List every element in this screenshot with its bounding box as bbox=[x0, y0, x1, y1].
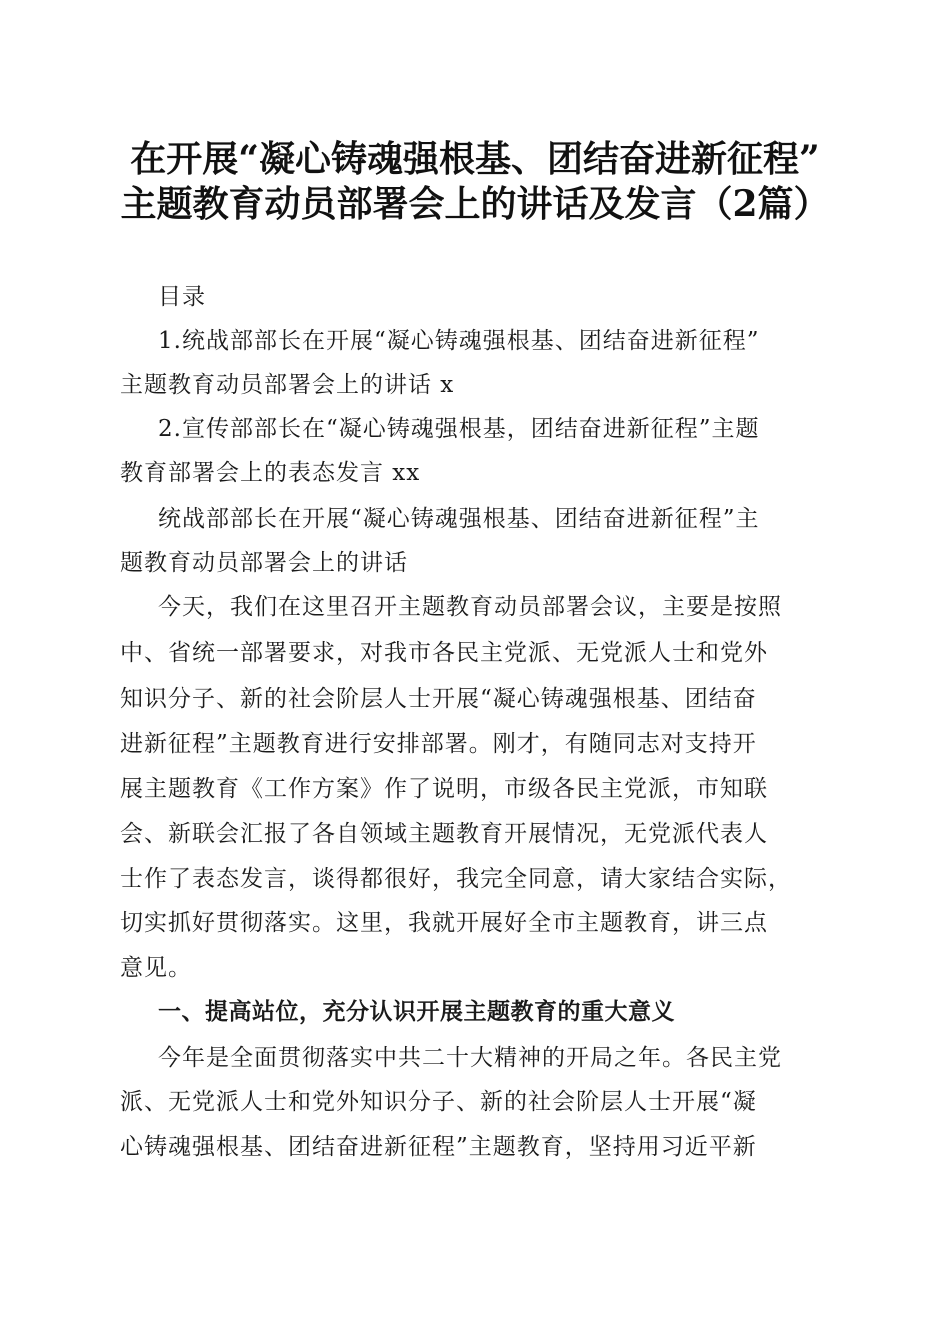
toc-item-1-line-2: 主题教育动员部署会上的讲话 x bbox=[120, 372, 455, 398]
section-title-line-1: 统战部部长在开展“凝心铸魂强根基、团结奋进新征程”主 bbox=[158, 506, 760, 532]
toc-item-2-line-1: 2.宣传部部长在“凝心铸魂强根基，团结奋进新征程”主题 bbox=[158, 416, 760, 442]
paragraph-2-line: 派、无党派人士和党外知识分子、新的社会阶层人士开展“凝 bbox=[120, 1089, 757, 1115]
toc-item-2-line-2: 教育部署会上的表态发言 xx bbox=[120, 460, 421, 486]
intro-paragraph-line: 今天，我们在这里召开主题教育动员部署会议，主要是按照 bbox=[158, 594, 782, 620]
toc-label: 目录 bbox=[158, 284, 206, 310]
paragraph-2-line: 今年是全面贯彻落实中共二十大精神的开局之年。各民主党 bbox=[158, 1045, 782, 1071]
intro-paragraph-line: 展主题教育《工作方案》作了说明，市级各民主党派，市知联 bbox=[120, 776, 768, 802]
intro-paragraph-line: 中、省统一部署要求，对我市各民主党派、无党派人士和党外 bbox=[120, 640, 768, 666]
section-title-line-2: 题教育动员部署会上的讲话 bbox=[120, 550, 408, 576]
intro-paragraph-line: 意见。 bbox=[120, 955, 192, 981]
intro-paragraph-line: 切实抓好贯彻落实。这里，我就开展好全市主题教育，讲三点 bbox=[120, 910, 768, 936]
intro-paragraph-line: 会、新联会汇报了各自领域主题教育开展情况，无党派代表人 bbox=[120, 821, 768, 847]
intro-paragraph-line: 进新征程”主题教育进行安排部署。刚才，有随同志对支持开 bbox=[120, 731, 757, 757]
heading-1: 一、提高站位，充分认识开展主题教育的重大意义 bbox=[158, 999, 675, 1025]
document-title-line-2: 主题教育动员部署会上的讲话及发言（2篇） bbox=[120, 183, 830, 225]
intro-paragraph-line: 知识分子、新的社会阶层人士开展“凝心铸魂强根基、团结奋 bbox=[120, 686, 757, 712]
toc-item-1-line-1: 1.统战部部长在开展“凝心铸魂强根基、团结奋进新征程” bbox=[158, 328, 760, 354]
paragraph-2-line: 心铸魂强根基、团结奋进新征程”主题教育，坚持用习近平新 bbox=[120, 1134, 757, 1160]
document-title-line-1: 在开展“凝心铸魂强根基、团结奋进新征程” bbox=[130, 138, 820, 180]
intro-paragraph-line: 士作了表态发言，谈得都很好，我完全同意，请大家结合实际， bbox=[120, 866, 792, 892]
